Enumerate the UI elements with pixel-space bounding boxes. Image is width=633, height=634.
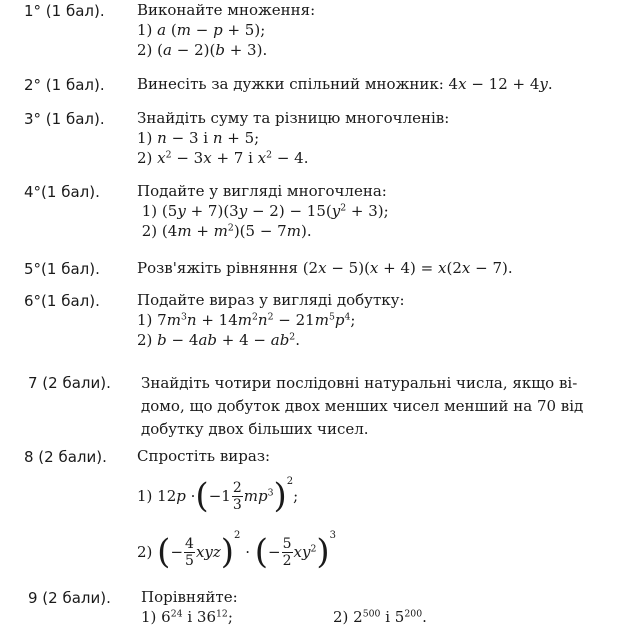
task-4-item-2: 2) $(4m + m^2)(5 - 7m)$. bbox=[137, 222, 312, 240]
task-3-item-1: 1) n − 3 і n + 5; bbox=[137, 129, 260, 147]
task-7-body bbox=[141, 372, 583, 441]
task-1-text: Виконайте множення: bbox=[137, 1, 316, 19]
task-7-line-2: домо, що добуток двох менших чисел менший на 70 від bbox=[141, 397, 584, 415]
fraction-two-thirds: $\frac{2}{3}$ bbox=[232, 479, 242, 513]
task-2-text: Винесіть за дужки спільний множник: 4x − 12 + 4y. bbox=[137, 75, 553, 93]
task-4-text: Подайте у вигляді многочлена: bbox=[137, 182, 387, 200]
task-6-item-2: 2) $b - 4ab + 4 - ab^2$. bbox=[137, 331, 300, 349]
task-3-label: 3° (1 бал). bbox=[24, 110, 105, 128]
task-1-item-2: 2) (a − 2)(b + 3). bbox=[137, 41, 268, 59]
task-4-item-1: 1) $(5y + 7)(3y - 2) - 15(y^2 + 3)$; bbox=[137, 202, 389, 220]
task-6-text: Подайте вираз у вигляді добутку: bbox=[137, 291, 405, 309]
task-5-label: 5°(1 бал). bbox=[24, 260, 100, 278]
task-3-item-2: 2) $x^2 - 3x + 7$ і $x^2 - 4$. bbox=[137, 149, 309, 167]
task-4-label: 4°(1 бал). bbox=[24, 183, 100, 201]
task-8-item-1: 1) 12p · ( −1 $\frac{2}{3}$ $mp^3$ ) 2 ; bbox=[137, 476, 299, 516]
task-9-text: Порівняйте: bbox=[141, 588, 238, 606]
fraction-four-fifths: $\frac{4}{5}$ bbox=[185, 535, 194, 569]
task-6-body bbox=[137, 290, 405, 350]
task-1-body bbox=[137, 0, 315, 60]
task-8-label: 8 (2 бали). bbox=[24, 448, 107, 466]
task-8-item-2: 2) ( − $\frac{4}{5}$ xyz ) 2 · ( − $\frac{5}{2}$ $xy^2$ ) 3 bbox=[137, 530, 336, 572]
task-9-item-2: 2) $2^{500}$ і $5^{200}$. bbox=[333, 608, 427, 626]
task-6-item-1: 1) $7m^3n + 14m^2n^2 - 21m^5p^4$; bbox=[137, 311, 356, 329]
task-8-text: Спростіть вираз: bbox=[137, 447, 271, 465]
task-4-body bbox=[137, 181, 389, 241]
task-9-item-1: 1) $6^{24}$ і $36^{12}$; bbox=[141, 608, 233, 626]
task-7-line-1: Знайдіть чотири послідовні натуральні числа, якщо ві- bbox=[141, 374, 578, 392]
task-2-label: 2° (1 бал). bbox=[24, 76, 105, 94]
task-3-text: Знайдіть суму та різницю многочленів: bbox=[137, 109, 450, 127]
task-5-text: Розв'яжіть рівняння (2x − 5)(x + 4) = x(2x − 7). bbox=[137, 259, 513, 277]
task-1-label: 1° (1 бал). bbox=[24, 2, 105, 20]
fraction-five-halves: $\frac{5}{2}$ bbox=[282, 535, 292, 569]
task-1-item-1: 1) a (m − p + 5); bbox=[137, 21, 266, 39]
task-6-label: 6°(1 бал). bbox=[24, 292, 100, 310]
task-9-label: 9 (2 бали). bbox=[28, 589, 111, 607]
task-7-line-3: добутку двох більших чисел. bbox=[141, 420, 369, 438]
task-7-label: 7 (2 бали). bbox=[28, 374, 111, 392]
task-3-body bbox=[137, 108, 449, 168]
